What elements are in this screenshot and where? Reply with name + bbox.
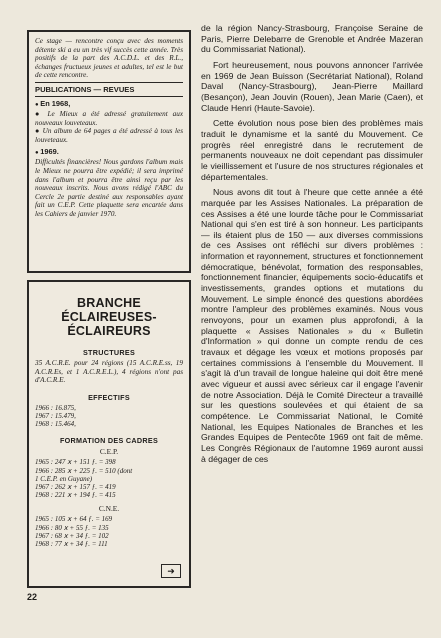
year-1969-label: ● 1969.	[35, 147, 183, 158]
bullet-mieux	[35, 110, 183, 127]
bullet-mieux-text: Le Mieux a été adressé gratuitement aux nouveaux louveteaux.	[35, 109, 184, 127]
cep-row: 1968 : 221 ⅹ + 194 ƒ. = 415	[35, 491, 116, 500]
page-number: 22	[27, 592, 38, 602]
stage-info-box	[27, 30, 191, 273]
year-1968-label: ● En 1968,	[35, 99, 183, 110]
paragraph: de la région Nancy-Strasbourg, Françoise Seraine de Paris, Pierre Delebarre de Grenoble et Andrée Mazeran du Commissariat National).	[201, 23, 423, 55]
cep-row: 1 C.E.P. en Guyane)	[35, 474, 93, 483]
structures-heading: STRUCTURES	[82, 348, 136, 357]
effectifs-heading: EFFECTIFS	[88, 392, 130, 402]
main-text-column	[201, 23, 423, 469]
bullet-album-text: Un album de 64 pages a été adressé à tous les louveteaux.	[35, 127, 183, 144]
cep-row: 1967 : 262 ⅹ + 157 ƒ. = 419	[35, 483, 116, 491]
branche-title-line: BRANCHE	[77, 296, 141, 310]
cne-row: 1966 : 80 ⅹ + 55 ƒ. = 135	[35, 523, 109, 532]
paragraph: Cette évolution nous pose bien des problèmes mais traduit le dynamisme et la santé du Mouvement. Ce progrès réel enregistré dans le recrutement de permanents nouveaux ne doit cependant pas dissimuler le vieillissement et l'usure de nos structures régionales et départementales.	[201, 118, 423, 182]
bullet-icon: ●	[35, 109, 43, 118]
effectifs-row: 1967 : 15.479,	[35, 411, 76, 420]
paragraph: Nous avons dit tout à l'heure que cette année a été marquée par les Assises Nationales. La préparation de ces Assises a été une lourde tâche pour le Commissariat National qui s'en est tiré à son honneur. Les participants — ils étaient plus de 150 — aux diverses commissions de ces Assises ont réfléchi sur divers problèmes : information et rayonnement, structures et fonctionnement démocratique, bénévolat, formation des responsables, fonctionnement financier, équipements socio-éducatifs et investissements, grandes options et mutations du Mouvement. Le simple énoncé des questions abordées montre l'ampleur des problèmes examinés. Nous vous renvoyons, pour un examen plus approfondi, à la plaquette « Assises Nationales » du « Bulletin d'Information » qui donne un compte rendu de ces travaux et dégage les vœux et motions proposés par certaines commissions à l'ensemble du Mouvement. Il s'agit là d'un travail de longue haleine qui doit être mené avec vigueur et aussi avec sérieux car il engage l'avenir de notre Association. Déjà le Comité Directeur a travaillé sur les questions soulevées et qui étaient de sa compétence. Le Commissariat National, le Comité National, les Equipes Nationales de Branches et les Grandes Equipes de Pentecôte 1969 ont fait de même. Les Congrès Régionaux de l'automne 1969 auront aussi à dégager de ces	[201, 187, 423, 464]
bullet-album	[35, 127, 183, 144]
branche-title	[35, 296, 183, 338]
cep-heading: C.E.P.	[99, 447, 119, 457]
cne-row: 1968 : 77 ⅹ + 34 ƒ. = 111	[35, 540, 108, 549]
para-1969: Difficultés financières! Nous gardons l'album mais le Mieux ne pourra être expédié; il sera imprimé dans l'album et pourra être ainsi reçu par les nouveaux inscrits. Nous avons rédigé l'ABC du Cercle 2e partie destiné aux responsables ayant fait un C.E.P. Cette plaquette sera encartée dans les Cahiers de janvier 1970.	[35, 158, 183, 218]
continue-arrow-icon: ➜	[161, 564, 181, 578]
cep-row: 1966 : 285 ⅹ + 225 ƒ. = 510 (dont	[35, 466, 133, 475]
branche-title-line: ÉCLAIREURS	[67, 324, 151, 338]
structures-text: 35 A.C.R.E. pour 24 régions (15 A.C.R.E.ss, 19 A.C.R.Es, et 1 A.C.R.E.L.), 4 régions n'ont pas d'A.C.R.E.	[35, 359, 183, 385]
effectifs-row: 1966 : 16.875,	[35, 403, 76, 412]
cne-heading: C.N.E.	[98, 504, 120, 514]
cne-row: 1967 : 68 ⅹ + 34 ƒ. = 102	[35, 531, 109, 540]
cep-row: 1965 : 247 ⅹ + 151 ƒ. = 398	[35, 458, 116, 467]
cne-row: 1965 : 105 ⅹ + 64 ƒ. = 169	[35, 515, 113, 524]
publications-heading: PUBLICATIONS — REVUES	[35, 84, 135, 94]
divider	[35, 82, 183, 83]
effectifs-row: 1968 : 15.464,	[35, 420, 76, 429]
divider	[35, 96, 183, 97]
paragraph: Fort heureusement, nous pouvons annoncer l'arrivée en 1969 de Jean Buisson (Secrétariat National), Roland Daval (Nancy-Strasbourg), Jean-Pierre Maillard (Besançon), Jean Jouvin (Rouen), Jean Marie (Caen), et Claude Henri (Haute-Savoie).	[201, 59, 423, 113]
bullet-icon: ●	[35, 127, 41, 136]
formation-heading: FORMATION DES CADRES	[59, 436, 159, 446]
branche-box	[27, 280, 191, 588]
stage-intro-text: Ce stage — rencontre conçu avec des moments détente ski a eu un très vif succès cette année. Très positifs de la part des A.C.D.L. et des R.L., échanges fructueux jeunes et adultes, tel est le but de cette rencontre.	[35, 37, 183, 80]
branche-title-line: ÉCLAIREUSES-	[61, 310, 157, 324]
